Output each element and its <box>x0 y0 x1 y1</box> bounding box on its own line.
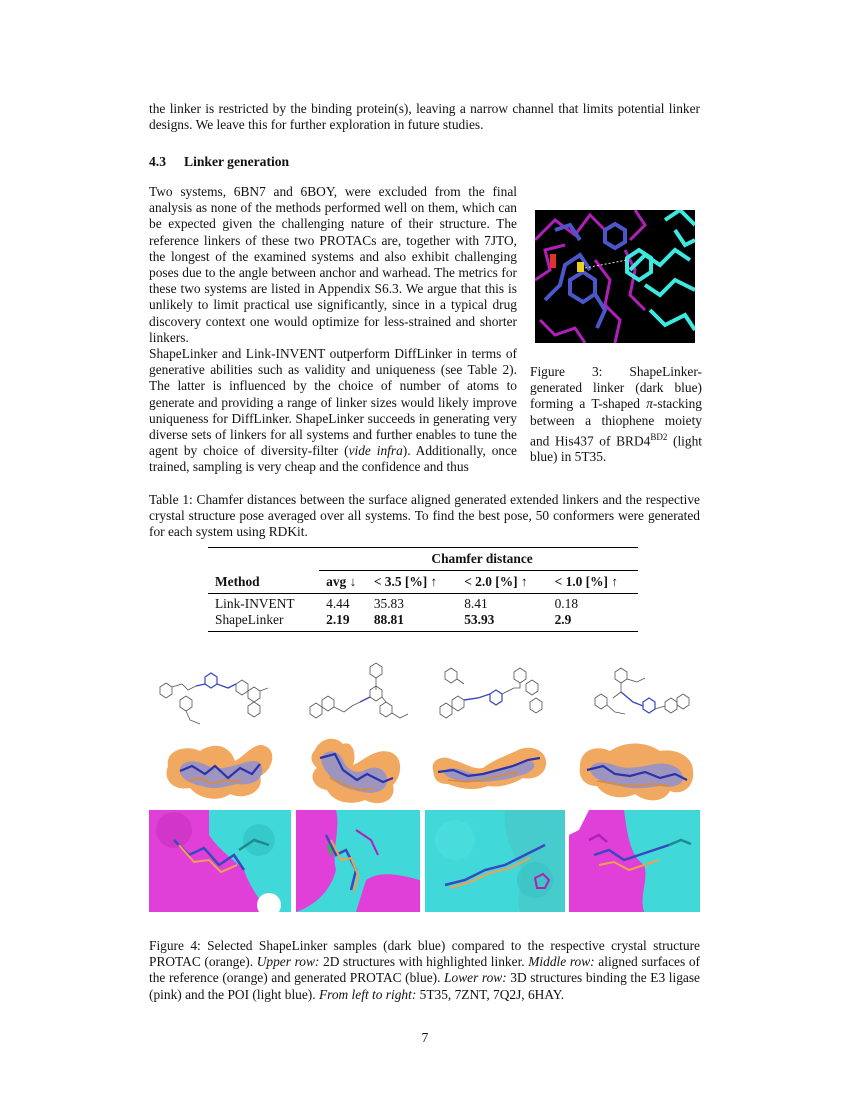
figure-4-surface-7znt <box>305 730 410 808</box>
fig4-lower-label: Lower row: <box>444 970 507 986</box>
section-number: 4.3 <box>149 154 166 169</box>
fig3-caption-b: -stacking between a thiophene moiety and His437 of BRD4 <box>530 396 702 449</box>
body-paragraph-2 <box>149 346 517 476</box>
fig4-middle-label: Middle row: <box>528 954 595 970</box>
fig3-pi-symbol: π <box>646 396 653 412</box>
figure-4-2d-structure-5t35 <box>150 662 280 732</box>
table-col-avg: avg ↓ <box>326 574 357 589</box>
fig3-caption-c: (light blue) in 5T35. <box>530 433 702 465</box>
table-cell-35: 35.83 <box>373 596 404 611</box>
fig4-caption-prefix: Figure 4: Selected ShapeLinker samples (dark blue) compared to the respective crystal structure PROTAC (orange). <box>149 938 700 970</box>
section-heading <box>149 154 289 170</box>
fig4-middle-text: aligned surfaces of the reference (orange) and generated PROTAC (blue). <box>149 954 700 986</box>
table-col-20: < 2.0 [%] ↑ <box>464 574 528 589</box>
table-cell-method: ShapeLinker <box>215 612 284 627</box>
figure-3-caption <box>530 364 702 466</box>
fig3-superscript: BD2 <box>650 431 668 442</box>
fig4-upper-text: 2D structures with highlighted linker. <box>319 954 529 970</box>
figure-4-2d-structure-6hay <box>575 662 700 732</box>
table-col-10: < 1.0 [%] ↑ <box>554 574 619 589</box>
para2-text-b: ). Additionally, once trained, sampling is very cheap and the confidence and thus <box>149 443 517 475</box>
table-cell-20: 8.41 <box>464 596 488 611</box>
figure-4-2d-structure-7q2j <box>430 652 560 732</box>
table-cell-method: Link-INVENT <box>215 596 295 611</box>
fig4-upper-label: Upper row: <box>256 954 320 970</box>
table-group-header: Chamfer distance <box>319 548 638 571</box>
fig3-caption-a: Figure 3: ShapeLinker-generated linker (dark blue) forming a T-shaped <box>530 364 702 412</box>
figure-3-image <box>535 210 695 343</box>
table-1-caption: Table 1: Chamfer distances between the surface aligned generated extended linkers and the respective crystal structure pose averaged over all systems. To find the best pose, 50 conformers were generated for each system using RDKit. <box>149 492 700 540</box>
figure-4-3d-structure-7znt <box>296 810 420 912</box>
fig4-order-text: 5T35, 7ZNT, 7Q2J, 6HAY. <box>416 986 565 1002</box>
figure-4-caption <box>149 938 700 1003</box>
table-1 <box>208 547 638 632</box>
intro-paragraph: the linker is restricted by the binding protein(s), leaving a narrow channel that limits potential linker designs. We leave this for further exploration in future studies. <box>149 101 700 133</box>
fig4-order-label: From left to right: <box>318 986 417 1002</box>
table-col-method: Method <box>215 573 260 589</box>
table-col-35: < 3.5 [%] ↑ <box>373 574 438 589</box>
figure-4-surface-6hay <box>575 736 700 806</box>
table-row <box>208 594 638 612</box>
table-spacer <box>208 548 319 571</box>
figure-4-3d-structure-7q2j <box>425 810 565 912</box>
table-row <box>208 612 638 632</box>
figure-4-surface-5t35 <box>160 736 285 804</box>
table-cell-20: 53.93 <box>464 612 495 627</box>
table-cell-35: 88.81 <box>373 612 404 627</box>
figure-4-3d-structure-6hay <box>569 810 700 912</box>
para2-italic: vide infra <box>348 443 403 459</box>
table-cell-avg: 2.19 <box>326 612 350 627</box>
figure-4-2d-structure-7znt <box>300 662 420 732</box>
fig4-lower-text: 3D structures binding the E3 ligase (pink) and the POI (light blue). <box>149 970 700 1002</box>
body-paragraph-1: Two systems, 6BN7 and 6BOY, were excluded from the final analysis as none of the methods performed well on them, which can be expected given the challenging nature of their structure. The reference linkers of these two PROTACs are, together with 7JTO, the longest of the examined systems and also exhibit challenging poses due to the angle between anchor and warhead. The metrics for these two systems are listed in Appendix S6.3. We argue that this is unlikely to limit practical use significantly, since in a typical drug discovery context one would optimize for less-strained and shorter linkers. <box>149 184 517 345</box>
figure-4-surface-7q2j <box>428 740 553 800</box>
para2-text-a: ShapeLinker and Link-INVENT outperform DiffLinker in terms of generative abilities such as validity and uniqueness (see Table 2). The latter is influenced by the choice of number of atoms to generate and providing a range of linker sizes would likely improve uniqueness for DiffLinker. ShapeLinker succeeds in generating very diverse sets of linkers for all systems and further enables to tune the agent by choice of diversity-filter ( <box>149 346 517 459</box>
table-cell-10: 2.9 <box>554 612 572 627</box>
table-cell-avg: 4.44 <box>326 596 350 611</box>
table-cell-10: 0.18 <box>554 596 579 611</box>
page-number: 7 <box>421 1030 429 1045</box>
figure-4-3d-structure-5t35 <box>149 810 291 912</box>
section-title: Linker generation <box>184 154 290 169</box>
